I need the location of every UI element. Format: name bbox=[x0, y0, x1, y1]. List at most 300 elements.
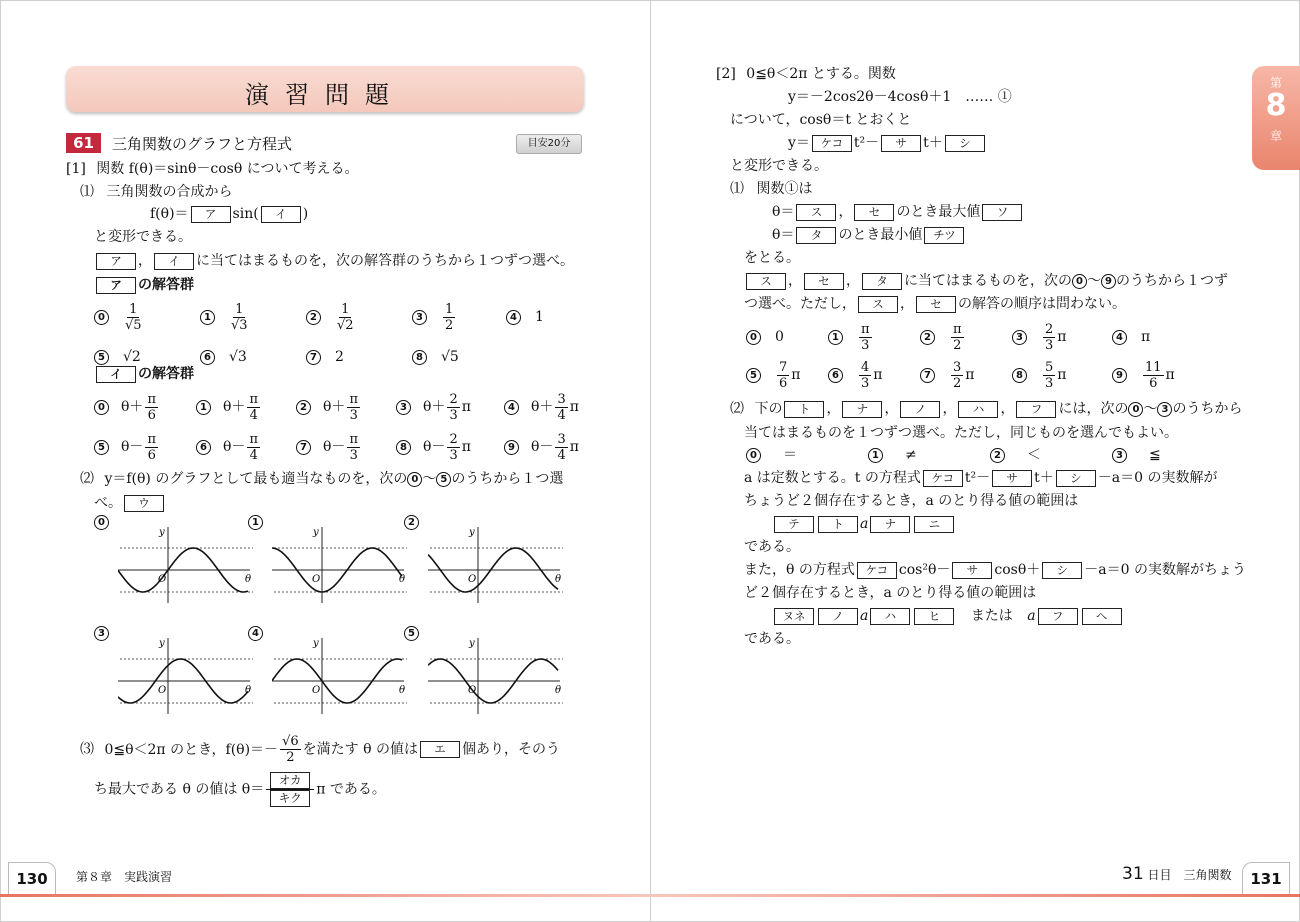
r2-line3: a は定数とする。t の方程式 ケコ t²－ サ t＋ シ －a＝0 の実数解が bbox=[744, 470, 1218, 486]
answer-box: サ bbox=[881, 135, 921, 152]
axis-label-y: y bbox=[469, 638, 475, 649]
p2-sub2 bbox=[788, 134, 987, 152]
section-banner bbox=[66, 66, 584, 112]
fraction bbox=[247, 392, 260, 423]
answer-box: ア bbox=[96, 253, 136, 270]
r2-line2: 当てはまるものを１つずつ選べ。ただし，同じものを選んでもよい。 bbox=[744, 425, 1178, 441]
choice-item bbox=[1012, 358, 1066, 392]
formula-part: t²－ bbox=[853, 135, 880, 151]
axis-label-y: y bbox=[469, 527, 475, 538]
expr-prefix: θ＋ bbox=[323, 399, 346, 415]
fraction-den: 6 bbox=[1149, 375, 1158, 391]
circled-number: 0 bbox=[746, 330, 761, 345]
r2-line4: ちょうど２個存在するとき，a のとり得る値の範囲は bbox=[744, 493, 1079, 509]
choice-item bbox=[94, 430, 160, 464]
q1-line bbox=[80, 183, 232, 201]
expr-suffix: π bbox=[1165, 367, 1175, 383]
choice-item bbox=[828, 320, 874, 354]
fraction-num: 2 bbox=[1045, 321, 1054, 337]
choice-item bbox=[296, 390, 362, 424]
r1-instr-text: ～ bbox=[1087, 273, 1101, 289]
fraction bbox=[777, 360, 789, 391]
answer-box: ソ bbox=[982, 204, 1022, 221]
answer-box: ケコ bbox=[923, 470, 963, 487]
expr-suffix: π bbox=[873, 367, 883, 383]
expr-prefix: θ－ bbox=[323, 439, 346, 455]
answer-box: セ bbox=[804, 273, 844, 290]
circled-number: 0 bbox=[746, 448, 761, 463]
r2-line6: また，θ の方程式 ケコ cos²θ－ サ cosθ＋ シ －a＝0 の実数解がちょう bbox=[744, 562, 1246, 578]
origin-label: O bbox=[312, 685, 321, 696]
choice-item bbox=[94, 300, 144, 334]
r2-label: ⑵ bbox=[730, 401, 744, 417]
r1-part: θ＝ bbox=[772, 204, 795, 220]
r1-line bbox=[730, 180, 812, 198]
choice-expr bbox=[121, 432, 160, 463]
answer-box: フ bbox=[1038, 608, 1078, 625]
expr-suffix: π bbox=[569, 439, 579, 455]
q3-text: を満たす θ の値は bbox=[302, 741, 418, 758]
fraction-num: π bbox=[953, 321, 962, 337]
circled-number: 8 bbox=[396, 440, 411, 455]
fraction-den: 2 bbox=[286, 750, 295, 765]
answer-box: セ bbox=[854, 204, 894, 221]
choice-item bbox=[412, 300, 457, 334]
axis-label-theta: θ bbox=[555, 574, 562, 585]
fraction-num: 4 bbox=[861, 359, 870, 375]
choice-expr bbox=[1141, 360, 1175, 391]
circled-number: 0 bbox=[94, 310, 109, 325]
fraction-den: 6 bbox=[147, 407, 156, 423]
circled-number: 1 bbox=[200, 310, 215, 325]
answer-box: ス bbox=[746, 273, 786, 290]
answer-box: ト bbox=[818, 516, 858, 533]
fraction bbox=[231, 302, 248, 333]
variable-a: a bbox=[860, 608, 869, 624]
day-label: 日目 三角関数 bbox=[1147, 868, 1232, 882]
answer-box: ト bbox=[784, 401, 824, 418]
choice-expr bbox=[1041, 360, 1066, 391]
fraction-den: 3 bbox=[861, 337, 870, 353]
q2-text: べ。 bbox=[94, 495, 122, 511]
answer-box: ナ bbox=[842, 401, 882, 418]
problem-title: 三角関数のグラフと方程式 bbox=[112, 135, 293, 153]
formula-part: sin( bbox=[232, 206, 259, 222]
fraction-num: 7 bbox=[779, 359, 788, 375]
circled-number: 1 bbox=[828, 330, 843, 345]
r1-instr-text: つ選べ。ただし， bbox=[744, 296, 856, 312]
answer-box: ヘ bbox=[1082, 608, 1122, 625]
expr-suffix: π bbox=[1057, 367, 1067, 383]
circled-number: 2 bbox=[306, 310, 321, 325]
circled-number: 8 bbox=[412, 350, 427, 365]
r2-text: または bbox=[970, 608, 1013, 624]
q2-text: y＝f(θ) のグラフとして最も適当なものを，次の bbox=[104, 471, 408, 487]
fraction bbox=[125, 302, 142, 333]
right-day-label bbox=[1122, 864, 1231, 884]
circled-number: 5 bbox=[404, 626, 419, 641]
fraction bbox=[555, 432, 567, 463]
answer-box: シ bbox=[945, 135, 985, 152]
fraction bbox=[145, 432, 158, 463]
answer-box: ウ bbox=[124, 495, 164, 512]
r1-instr-text: に当てはまるものを，次の bbox=[904, 273, 1072, 289]
answer-box: ハ bbox=[958, 401, 998, 418]
answer-box: セ bbox=[916, 296, 956, 313]
q3-line bbox=[80, 734, 560, 765]
choice-expr bbox=[531, 392, 579, 423]
fraction bbox=[347, 392, 360, 423]
answer-box: シ bbox=[1042, 562, 1082, 579]
fraction-num: π bbox=[349, 391, 358, 407]
q3-line2 bbox=[94, 772, 386, 807]
answer-box: ニ bbox=[914, 516, 954, 533]
q2-text: ～ bbox=[422, 471, 437, 487]
answer-box: キク bbox=[270, 790, 310, 807]
choice-item bbox=[1112, 358, 1175, 392]
choice-value: ≠ bbox=[905, 447, 917, 463]
chapter-tab-top: 第 bbox=[1269, 76, 1282, 90]
choice-value: ≦ bbox=[1149, 447, 1161, 463]
fraction-num: π bbox=[861, 321, 870, 337]
circled-number: 6 bbox=[828, 368, 843, 383]
axis-label-y: y bbox=[313, 638, 319, 649]
choice-expr bbox=[857, 322, 874, 353]
r1-part: θ＝ bbox=[772, 227, 795, 243]
q2-line2 bbox=[94, 494, 166, 512]
answer-box: ケコ bbox=[857, 562, 897, 579]
sine-graph bbox=[428, 636, 568, 716]
r2-text: また，θ の方程式 bbox=[744, 562, 855, 578]
fraction bbox=[347, 432, 360, 463]
variable-a: a bbox=[1027, 608, 1036, 624]
circled-number: 0 bbox=[407, 472, 422, 487]
fraction-num: 2 bbox=[449, 431, 458, 447]
r2-text: －a＝0 の実数解が bbox=[1097, 470, 1218, 486]
circled-number: 3 bbox=[1012, 330, 1027, 345]
r2-range1 bbox=[772, 515, 956, 533]
circled-number: 4 bbox=[248, 626, 263, 641]
r2-line7: ど２個存在するとき，a のとり得る値の範囲は bbox=[744, 585, 1037, 601]
fraction-num: π bbox=[349, 431, 358, 447]
circled-number: 0 bbox=[1128, 402, 1143, 417]
choice-expr bbox=[323, 392, 362, 423]
r1-take: をとる。 bbox=[744, 250, 800, 266]
origin-label: O bbox=[468, 574, 477, 585]
p2-formula bbox=[788, 88, 1012, 106]
circled-number: 5 bbox=[746, 368, 761, 383]
fraction-num: π bbox=[147, 391, 156, 407]
r1-part: のとき最小値 bbox=[838, 227, 923, 243]
answer-box: イ bbox=[154, 253, 194, 270]
answer-box: ケコ bbox=[812, 135, 852, 152]
fraction bbox=[555, 392, 567, 423]
origin-label: O bbox=[312, 574, 321, 585]
choice-expr bbox=[949, 322, 966, 353]
fraction-num: 1 bbox=[235, 301, 244, 317]
r2-line: ⑵ 下の ト ， ナ ， ノ ， ハ ， フ には，次の 0 ～ 3 のうちから bbox=[730, 401, 1243, 417]
answer-box: ノ bbox=[818, 608, 858, 625]
expr-prefix: θ－ bbox=[223, 439, 246, 455]
fraction-den: 3 bbox=[1045, 337, 1054, 353]
circled-number: 5 bbox=[436, 472, 451, 487]
r2-text: －a＝0 の実数解がちょう bbox=[1084, 562, 1246, 578]
right-footer-rule bbox=[651, 894, 1300, 897]
expr-suffix: π bbox=[791, 367, 801, 383]
choice-item bbox=[94, 390, 160, 424]
choice-expr bbox=[223, 392, 262, 423]
r1-instr: ス ， セ ， タ に当てはまるものを，次の 0 ～ 9 のうちから１つず bbox=[744, 272, 1228, 290]
expr-suffix: π bbox=[461, 399, 471, 415]
fraction-den: 4 bbox=[557, 447, 566, 463]
answer-box: ヌネ bbox=[774, 608, 814, 625]
origin-label: O bbox=[468, 685, 477, 696]
fraction-num: 2 bbox=[449, 391, 458, 407]
choice-value: 2 bbox=[335, 349, 344, 365]
answer-box: ナ bbox=[870, 516, 910, 533]
choice-item bbox=[296, 430, 362, 464]
axis-label-theta: θ bbox=[555, 685, 562, 696]
answer-box: ヒ bbox=[914, 608, 954, 625]
part1-text: 関数 f(θ)＝sinθ－cosθ について考える。 bbox=[96, 161, 359, 177]
expr-suffix: π bbox=[965, 367, 975, 383]
fraction-num: 3 bbox=[953, 359, 962, 375]
fraction-den: 3 bbox=[1045, 375, 1054, 391]
fraction-num: 3 bbox=[557, 431, 566, 447]
formula-part: ) bbox=[302, 206, 309, 222]
circled-number: 8 bbox=[1012, 368, 1027, 383]
choice-item bbox=[196, 390, 262, 424]
formula-part: t＋ bbox=[923, 135, 943, 151]
fraction-den: 4 bbox=[249, 407, 258, 423]
answer-box: シ bbox=[1056, 470, 1096, 487]
choice-value: √5 bbox=[441, 349, 459, 365]
choice-item bbox=[504, 430, 579, 464]
choice-value: ＝ bbox=[783, 447, 797, 463]
fraction-den: 3 bbox=[349, 447, 358, 463]
circled-number: 5 bbox=[94, 350, 109, 365]
left-chapter-label: 第８章 実践演習 bbox=[76, 870, 173, 884]
choice-expr bbox=[531, 432, 579, 463]
r1-part: のとき最大値 bbox=[896, 204, 981, 220]
fraction-num: 11 bbox=[1145, 359, 1162, 375]
choice-item bbox=[868, 446, 917, 464]
circled-number: 9 bbox=[504, 440, 519, 455]
formula-marker: ① bbox=[997, 89, 1012, 105]
r1-text: 関数①は bbox=[756, 181, 813, 197]
expr-suffix: π bbox=[569, 399, 579, 415]
circled-number: 0 bbox=[94, 400, 109, 415]
fraction-num: √6 bbox=[282, 734, 299, 749]
fraction-den: 3 bbox=[449, 447, 458, 463]
circled-number: 1 bbox=[868, 448, 883, 463]
choice-item bbox=[1112, 446, 1161, 464]
axis-label-theta: θ bbox=[245, 685, 252, 696]
fraction bbox=[859, 360, 871, 391]
choice-value: √3 bbox=[229, 349, 247, 365]
circled-number: 2 bbox=[296, 400, 311, 415]
p2-sub1: について，cosθ＝t とおくと bbox=[730, 112, 912, 128]
choice-item bbox=[1012, 320, 1066, 354]
part2-text: 0≦θ＜2π とする。関数 bbox=[746, 66, 896, 82]
part1-head: [1] bbox=[66, 161, 86, 177]
expr-prefix: θ＋ bbox=[531, 399, 554, 415]
r2-range2 bbox=[772, 607, 1124, 625]
fraction-num: π bbox=[147, 431, 156, 447]
answer-box: サ bbox=[992, 470, 1032, 487]
graph-option bbox=[404, 626, 562, 714]
q2-label: ⑵ bbox=[80, 471, 94, 487]
choice-expr bbox=[1041, 322, 1066, 353]
chapter-tab bbox=[1252, 66, 1300, 170]
answer-box: テ bbox=[774, 516, 814, 533]
chapter-tab-bottom: 章 bbox=[1269, 129, 1282, 143]
circled-number: 3 bbox=[1157, 402, 1172, 417]
fraction bbox=[951, 322, 964, 353]
chapter-tab-number: 8 bbox=[1265, 88, 1287, 123]
answer-box: タ bbox=[796, 227, 836, 244]
fraction bbox=[1143, 360, 1164, 391]
left-footer-rule bbox=[0, 894, 650, 897]
choice-item bbox=[746, 446, 797, 464]
choice-value: ＜ bbox=[1027, 447, 1041, 463]
r2-text: 下の bbox=[754, 401, 783, 417]
answer-box: フ bbox=[1016, 401, 1056, 418]
r1-max bbox=[772, 203, 1024, 221]
group-label: の解答群 bbox=[138, 366, 194, 382]
q1-after: と変形できる。 bbox=[94, 229, 192, 245]
circled-number: 2 bbox=[990, 448, 1005, 463]
circled-number: 1 bbox=[196, 400, 211, 415]
fraction bbox=[145, 392, 158, 423]
formula-text: y＝－2cos2θ－4cosθ＋1 …… bbox=[788, 89, 994, 105]
expr-suffix: π bbox=[461, 439, 471, 455]
circled-number: 3 bbox=[412, 310, 427, 325]
variable-a: a bbox=[860, 516, 869, 532]
graph-option bbox=[248, 515, 406, 603]
fraction bbox=[247, 432, 260, 463]
sine-graph bbox=[118, 636, 258, 716]
fraction-den: √2 bbox=[337, 317, 354, 333]
r1-instr-text: のうちから１つず bbox=[1116, 273, 1228, 289]
choice-expr bbox=[121, 392, 160, 423]
q1-formula bbox=[150, 205, 308, 223]
choice-value: 0 bbox=[775, 329, 784, 345]
fraction-num: 3 bbox=[557, 391, 566, 407]
fraction-den: 3 bbox=[349, 407, 358, 423]
p2-line bbox=[716, 65, 896, 83]
sine-graph bbox=[272, 525, 412, 605]
fraction bbox=[447, 432, 459, 463]
answer-box: オカ bbox=[270, 772, 310, 789]
fraction-num: 5 bbox=[1045, 359, 1054, 375]
choice-expr bbox=[423, 432, 471, 463]
q3-text: 個あり，そのう bbox=[461, 741, 560, 758]
choice-expr bbox=[223, 432, 262, 463]
circled-number: 3 bbox=[396, 400, 411, 415]
graph-option bbox=[404, 515, 562, 603]
instruction-text: に当てはまるものを，次の解答群のうちから１つずつ選べ。 bbox=[196, 253, 574, 269]
fraction-den: 3 bbox=[449, 407, 458, 423]
fraction-den: 4 bbox=[557, 407, 566, 423]
expr-suffix: π bbox=[1057, 329, 1067, 345]
circled-number: 2 bbox=[920, 330, 935, 345]
formula-part: y＝ bbox=[788, 135, 810, 151]
origin-label: O bbox=[158, 574, 167, 585]
left-page-number: 130 bbox=[8, 862, 56, 896]
fraction bbox=[337, 302, 354, 333]
answer-box: イ bbox=[261, 206, 301, 223]
choice-item bbox=[306, 340, 344, 374]
choice-item bbox=[196, 430, 262, 464]
fraction bbox=[280, 734, 301, 765]
choice-expr bbox=[775, 360, 800, 391]
fraction-num: π bbox=[249, 391, 258, 407]
problem-number: 61 bbox=[66, 133, 101, 153]
choice-item bbox=[412, 340, 459, 374]
answer-box: ア bbox=[96, 277, 136, 294]
day-number: 31 bbox=[1122, 864, 1144, 884]
q3-text: ち最大である θ の値は θ＝ bbox=[94, 781, 265, 798]
origin-label: O bbox=[158, 685, 167, 696]
choice-value: 1 bbox=[535, 309, 544, 325]
fraction bbox=[1043, 322, 1055, 353]
fraction-num: 1 bbox=[129, 301, 138, 317]
choice-item bbox=[396, 390, 471, 424]
expr-prefix: θ－ bbox=[531, 439, 554, 455]
circled-number: 6 bbox=[196, 440, 211, 455]
circled-number: 0 bbox=[1072, 274, 1087, 289]
time-estimate-badge: 目安20分 bbox=[516, 134, 582, 154]
answer-box: エ bbox=[420, 741, 460, 758]
circled-number: 7 bbox=[306, 350, 321, 365]
choice-value: π bbox=[1141, 329, 1151, 345]
q3-text: π である。 bbox=[316, 781, 386, 798]
sine-graph bbox=[272, 636, 412, 716]
expr-prefix: θ＋ bbox=[121, 399, 144, 415]
r2-line8: である。 bbox=[744, 631, 800, 647]
answer-box: ス bbox=[796, 204, 836, 221]
axis-label-y: y bbox=[159, 527, 165, 538]
axis-label-theta: θ bbox=[399, 574, 406, 585]
p2-sub3: と変形できる。 bbox=[730, 158, 828, 174]
q1-label: ⑴ bbox=[80, 184, 94, 200]
fraction-boxes bbox=[266, 772, 314, 807]
circled-number: 7 bbox=[296, 440, 311, 455]
fraction-den: √5 bbox=[125, 317, 142, 333]
r2-text: のうちから bbox=[1172, 401, 1243, 417]
q2-line bbox=[80, 470, 563, 488]
fraction-den: √3 bbox=[231, 317, 248, 333]
fraction-den: 3 bbox=[861, 375, 870, 391]
banner-title: 演習問題 bbox=[245, 81, 405, 109]
choice-expr bbox=[423, 392, 471, 423]
answer-box: タ bbox=[862, 273, 902, 290]
choice-expr bbox=[949, 360, 974, 391]
answer-box: ノ bbox=[900, 401, 940, 418]
circled-number: 4 bbox=[504, 400, 519, 415]
circled-number: 9 bbox=[1101, 274, 1116, 289]
choice-item bbox=[828, 358, 882, 392]
fraction-den: 4 bbox=[249, 447, 258, 463]
formula-part: f(θ)＝ bbox=[150, 206, 189, 222]
group-a-heading bbox=[94, 276, 194, 294]
choice-item bbox=[506, 300, 544, 334]
circled-number: 3 bbox=[1112, 448, 1127, 463]
choice-item bbox=[200, 340, 247, 374]
r2-line5: である。 bbox=[744, 539, 800, 555]
choice-item bbox=[746, 320, 784, 354]
